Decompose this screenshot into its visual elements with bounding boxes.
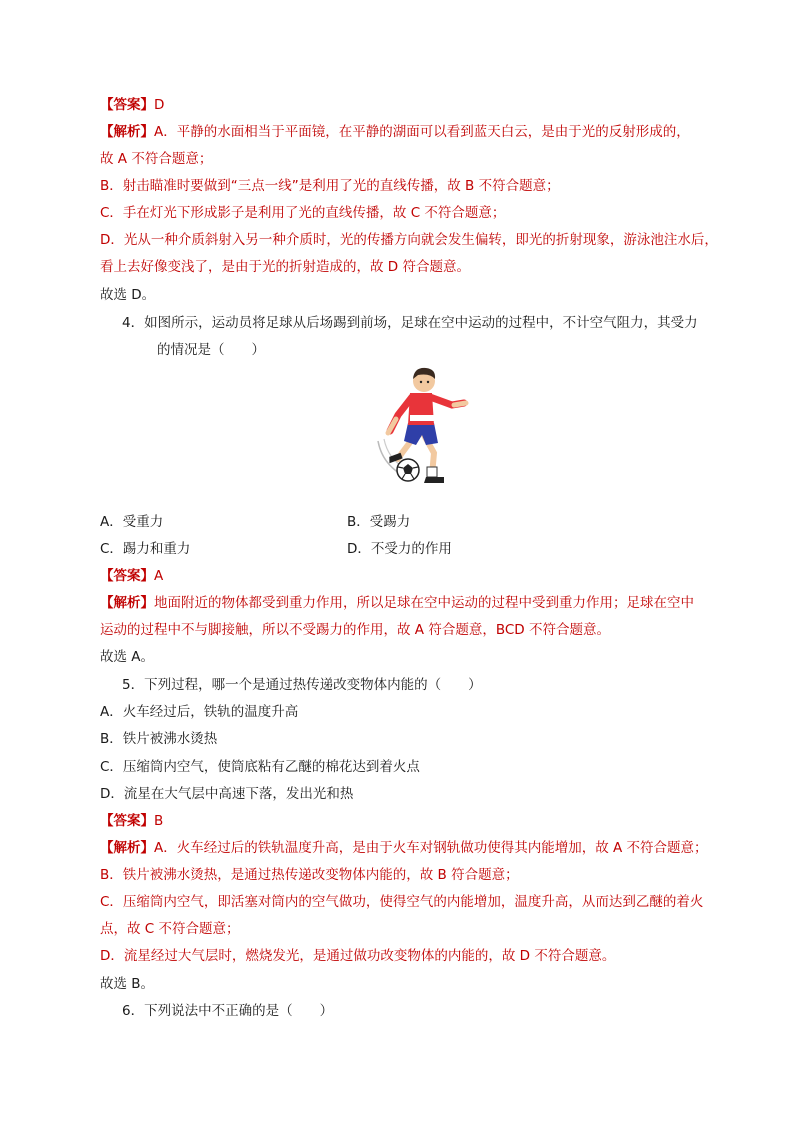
q4-option-b: B．受踢力 [347, 514, 411, 530]
soccer-player-figure [368, 363, 473, 491]
q6-stem: 6．下列说法中不正确的是（ ） [122, 1003, 334, 1019]
answer-value: A [154, 568, 164, 584]
q3-analysis-line-4: C．手在灯光下形成影子是利用了光的直线传播，故 C 不符合题意； [100, 205, 506, 221]
q5-analysis-line-4: 点，故 C 不符合题意； [100, 921, 240, 937]
q3-analysis-line-5: D．光从一种介质斜射入另一种介质时，光的传播方向就会发生偏转，即光的折射现象，游泳池注水后， [100, 232, 718, 248]
analysis-tag: 【解析】 [100, 595, 154, 611]
q3-analysis-line-3: B．射击瞄准时要做到“三点一线”是利用了光的直线传播，故 B 不符合题意； [100, 178, 560, 194]
q5-option-c: C．压缩筒内空气，使筒底粘有乙醚的棉花达到着火点 [100, 759, 420, 775]
q5-analysis-line-5: D．流星经过大气层时，燃烧发光，是通过做功改变物体的内能的，故 D 不符合题意。 [100, 948, 616, 964]
answer-tag: 【答案】 [100, 568, 154, 584]
q3-analysis-line-1 [100, 122, 690, 142]
q5-analysis-line-1 [100, 838, 708, 858]
answer-tag: 【答案】 [100, 97, 154, 113]
q5-option-b: B．铁片被沸水烫热 [100, 731, 218, 747]
q4-option-d: D．不受力的作用 [347, 541, 452, 557]
q5-option-d: D．流星在大气层中高速下落，发出光和热 [100, 786, 354, 802]
q5-conclusion: 故选 B。 [100, 976, 155, 992]
q5-analysis-line-3: C．压缩筒内空气，即活塞对筒内的空气做功，使得空气的内能增加，温度升高，从而达到乙醚的着火 [100, 894, 704, 910]
q4-option-c: C．踢力和重力 [100, 541, 191, 557]
q4-answer [100, 566, 163, 586]
q4-stem-line-1: 4．如图所示，运动员将足球从后场踢到前场，足球在空中运动的过程中，不计空气阻力，其受力 [122, 315, 698, 331]
q3-conclusion: 故选 D。 [100, 287, 156, 303]
q4-option-a: A．受重力 [100, 514, 164, 530]
q4-analysis-line-1 [100, 593, 694, 613]
q4-stem-line-2: 的情况是（ ） [157, 342, 265, 358]
q4-analysis-line-2: 运动的过程中不与脚接触，所以不受踢力的作用，故 A 符合题意，BCD 不符合题意。 [100, 622, 610, 638]
q5-analysis-line-2: B．铁片被沸水烫热，是通过热传递改变物体内能的，故 B 符合题意； [100, 867, 519, 883]
q3-analysis-line-2: 故 A 不符合题意； [100, 151, 213, 167]
soccer-player-illustration [368, 363, 473, 491]
q5-stem: 5．下列过程，哪一个是通过热传递改变物体内能的（ ） [122, 677, 482, 693]
analysis-tag: 【解析】 [100, 124, 154, 140]
answer-value: D [154, 97, 165, 113]
q3-answer [100, 95, 164, 115]
analysis-text: A．火车经过后的铁轨温度升高，是由于火车对钢轨做功使得其内能增加，故 A 不符合题意； [154, 840, 708, 856]
analysis-tag: 【解析】 [100, 840, 154, 856]
q4-conclusion: 故选 A。 [100, 649, 155, 665]
q5-option-a: A．火车经过后，铁轨的温度升高 [100, 704, 299, 720]
analysis-text: A．平静的水面相当于平面镜，在平静的湖面可以看到蓝天白云，是由于光的反射形成的， [154, 124, 690, 140]
answer-value: B [154, 813, 164, 829]
q3-analysis-line-6: 看上去好像变浅了，是由于光的折射造成的，故 D 符合题意。 [100, 259, 470, 275]
answer-tag: 【答案】 [100, 813, 154, 829]
q5-answer [100, 811, 163, 831]
analysis-text: 地面附近的物体都受到重力作用，所以足球在空中运动的过程中受到重力作用；足球在空中 [154, 595, 694, 611]
